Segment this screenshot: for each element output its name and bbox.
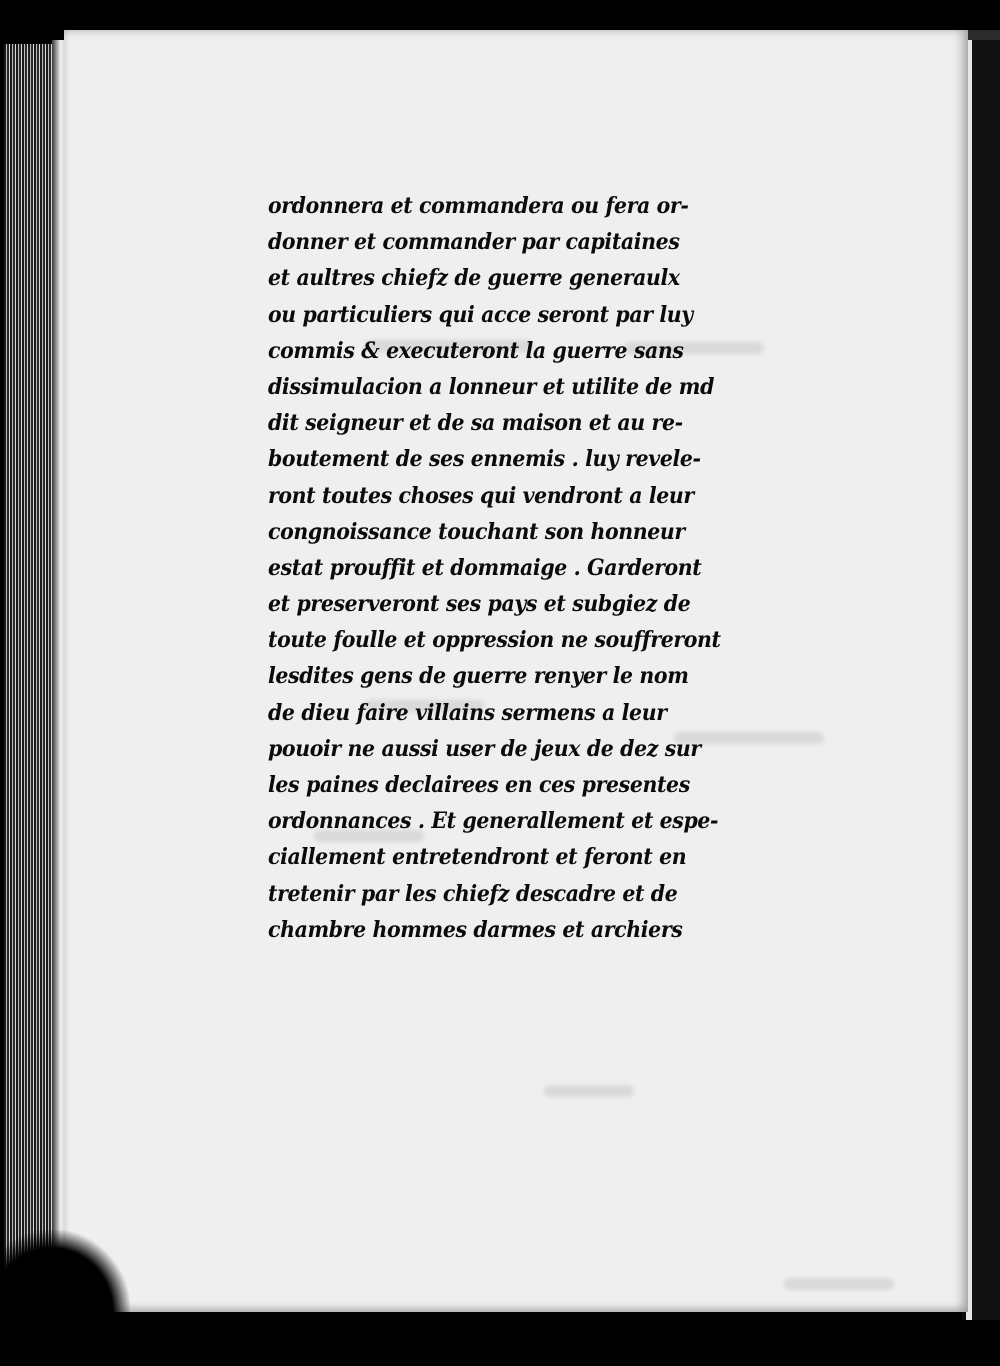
text-line: de dieu faire villains sermens a leur	[268, 699, 667, 726]
text-line: donner et commander par capitaines	[268, 229, 680, 256]
text-line: estat prouffit et dommaige . Garderont	[268, 554, 702, 581]
text-line: et preserveront ses pays et subgiez de	[268, 591, 691, 618]
binding-shadow	[0, 1230, 130, 1366]
text-line: ou particuliers qui acce seront par luy	[268, 301, 693, 328]
show-through	[544, 1085, 634, 1097]
text-line: lesdites gens de guerre renyer le nom	[268, 663, 689, 690]
text-line: congnoissance touchant son honneur	[268, 518, 685, 545]
text-line: les paines declairees en ces presentes	[268, 772, 690, 798]
text-line: et aultres chiefz de guerre generaulx	[268, 265, 680, 292]
text-line: commis & executeront la guerre sans	[268, 337, 684, 364]
text-line: ordonnera et commandera ou fera or-	[268, 193, 689, 219]
text-line: chambre hommes darmes et archiers	[268, 916, 683, 943]
text-line: boutement de ses ennemis . luy revele-	[268, 446, 701, 473]
show-through	[784, 1278, 894, 1290]
text-block	[268, 188, 808, 948]
text-line: dit seigneur et de sa maison et au re-	[268, 410, 683, 437]
text-line: ordonnances . Et generallement et espe-	[268, 808, 719, 835]
text-line: ront toutes choses qui vendront a leur	[268, 482, 694, 509]
text-line: pouoir ne aussi user de jeux de dez sur	[268, 735, 701, 762]
text-line: ciallement entretendront et feront en	[268, 844, 687, 871]
text-line: tretenir par les chiefz descadre et de	[268, 880, 678, 907]
text-line: dissimulacion a lonneur et utilite de md	[268, 373, 715, 400]
text-line: toute foulle et oppression ne souffreront	[268, 627, 721, 654]
